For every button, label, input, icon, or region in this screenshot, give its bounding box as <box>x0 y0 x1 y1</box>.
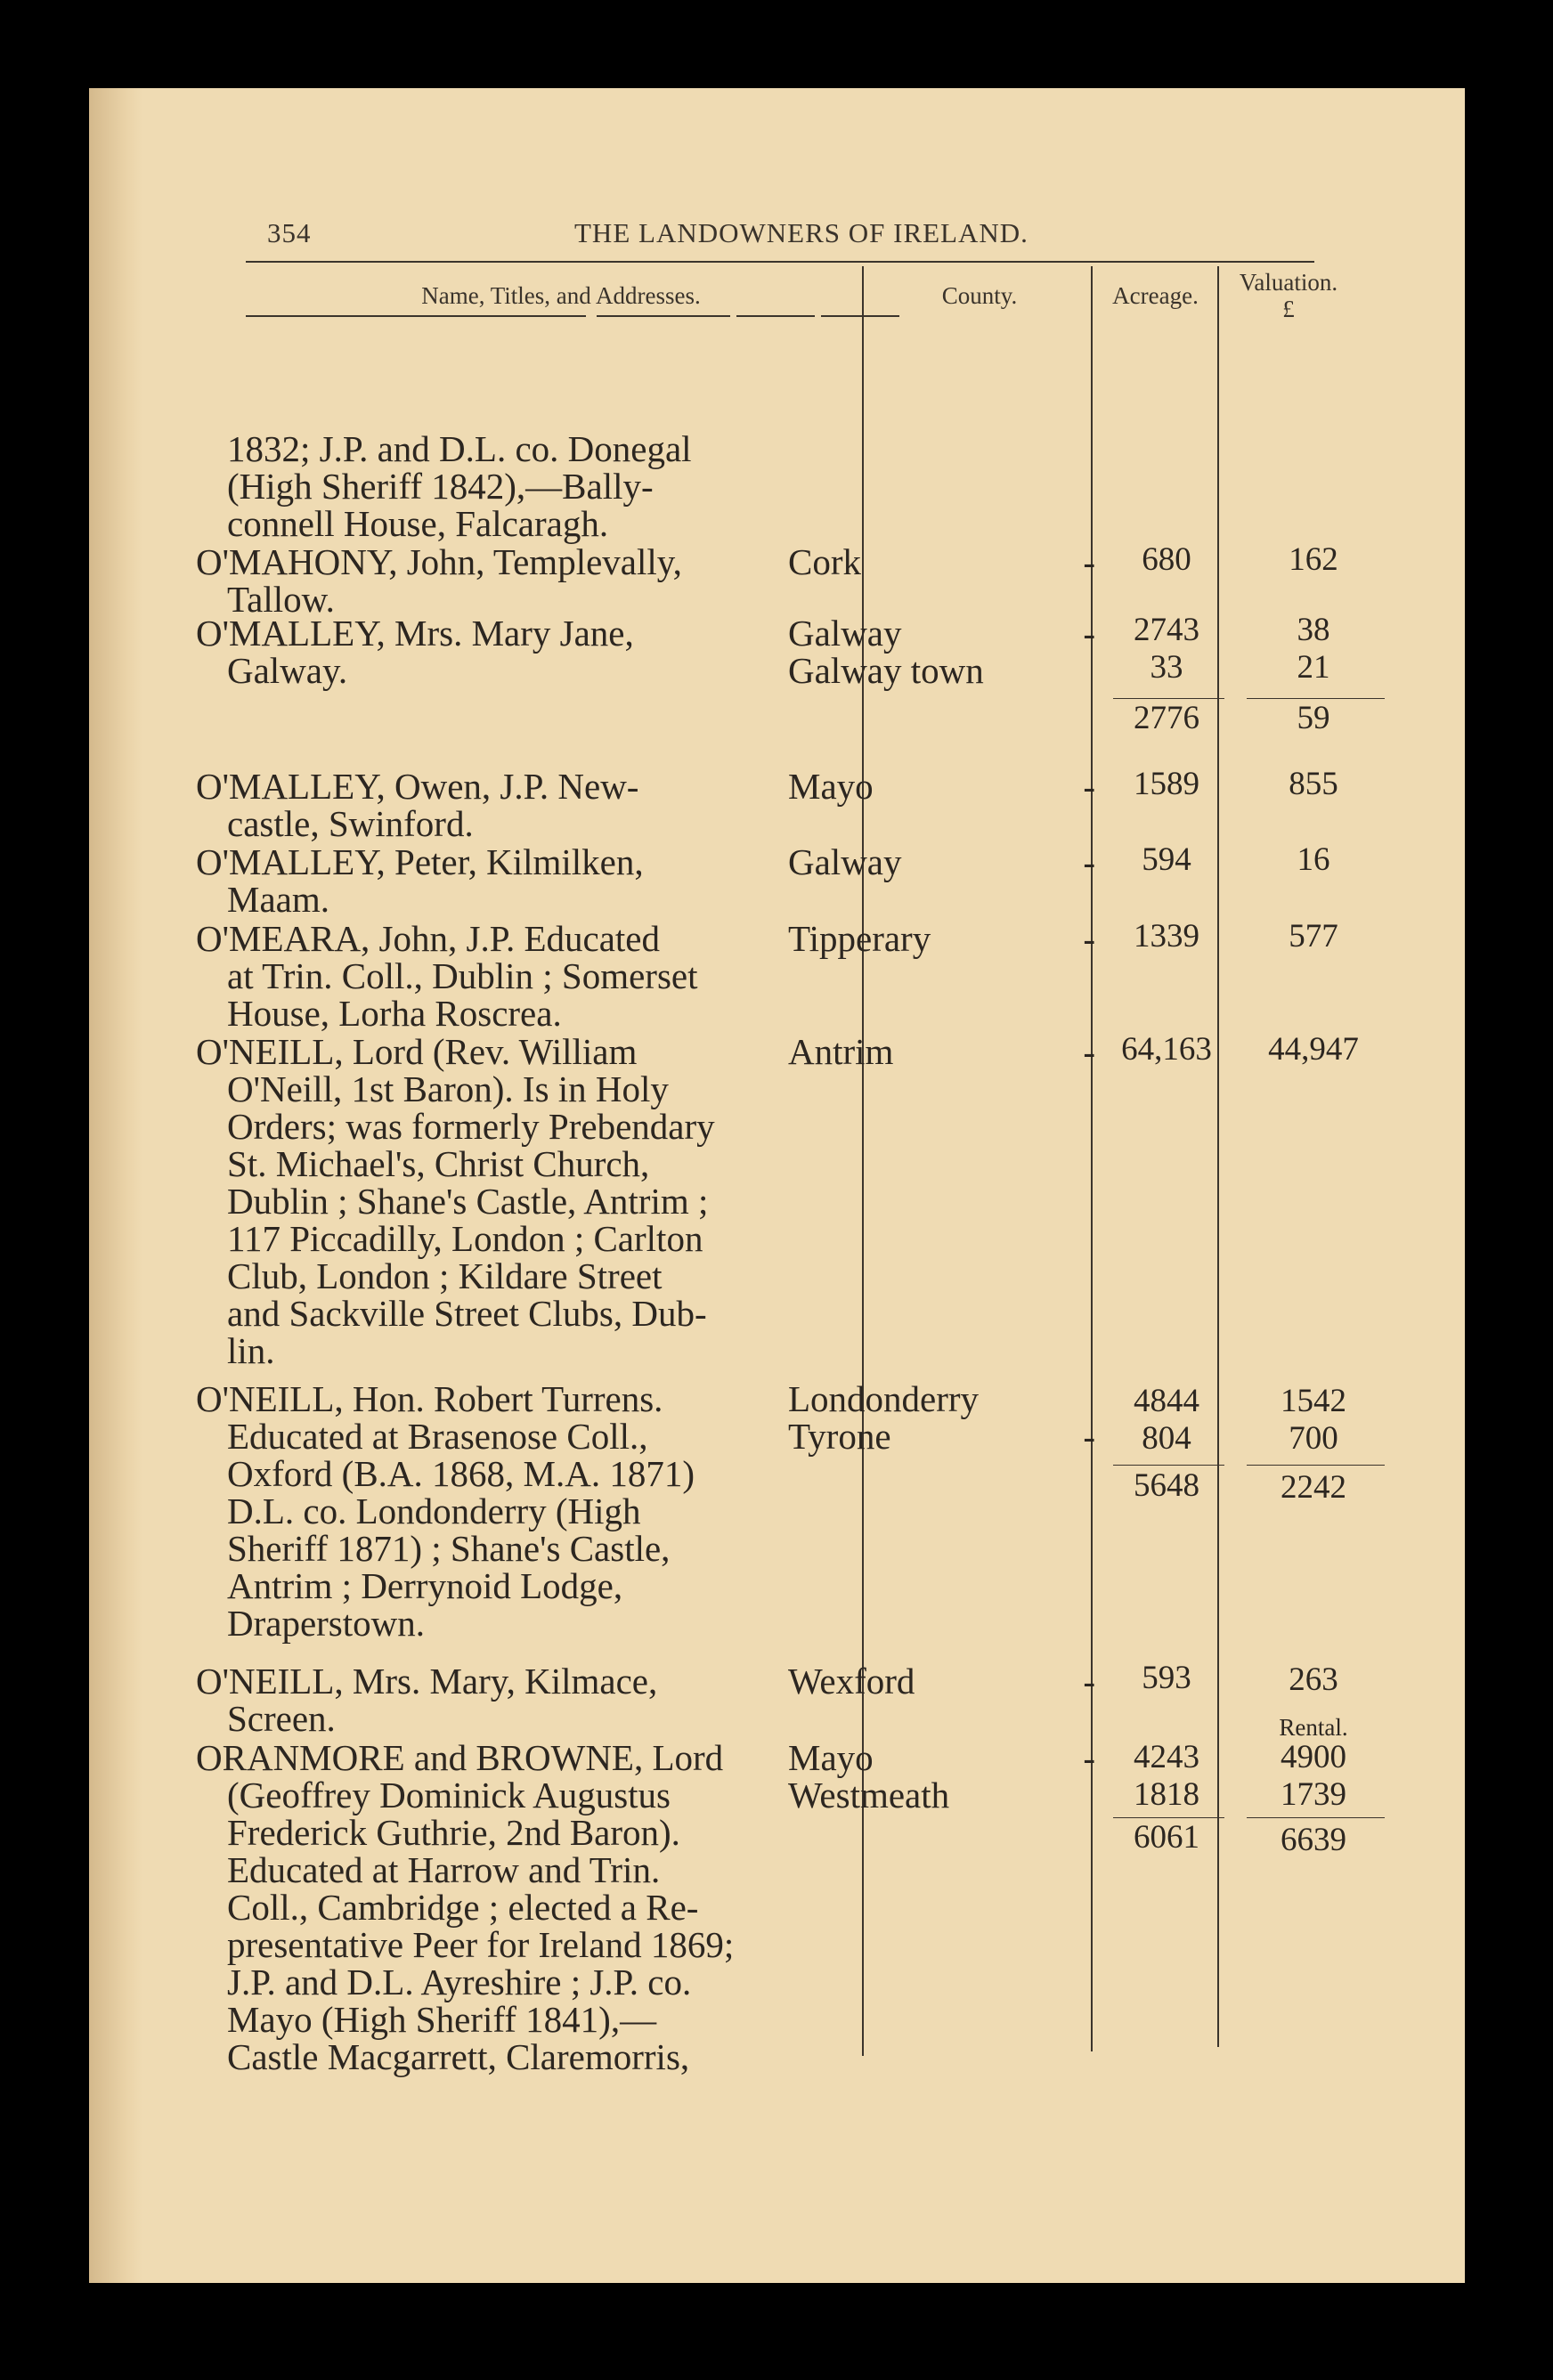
name-line: Galway. <box>227 650 348 691</box>
name-line: (High Sheriff 1842),—Bally- <box>227 466 654 507</box>
acreage-sum-rule <box>1113 698 1224 699</box>
column-header-valuation: Valuation. <box>1239 269 1338 296</box>
entry-name <box>196 614 874 689</box>
entry-name <box>196 1033 874 1369</box>
entry-acreage: 593 <box>1142 1660 1191 1696</box>
name-line: (Geoffrey Dominick Augustus <box>227 1775 671 1815</box>
entry-county <box>788 1380 1095 1455</box>
acreage-value: 2743 <box>1134 612 1199 648</box>
page-number: 354 <box>267 217 312 248</box>
name-line: Mayo (High Sheriff 1841),— <box>227 1999 657 2040</box>
county-name: Londonderry <box>788 1378 980 1419</box>
county-name: Wexford <box>788 1661 915 1702</box>
acreage-value: 1818 <box>1134 1776 1199 1813</box>
name-line: O'Neill, 1st Baron). Is in Holy <box>227 1068 669 1109</box>
county-dash: - <box>1083 541 1095 582</box>
entry-valuation: 855 <box>1289 766 1338 802</box>
county-row <box>788 920 1095 957</box>
county-name: Galway <box>788 613 902 654</box>
entry-name <box>196 1739 874 2075</box>
county-name: Galway town <box>788 650 984 691</box>
running-head: THE LANDOWNERS OF IRELAND. <box>574 217 1029 248</box>
name-line: O'MALLEY, Peter, Kilmilken, <box>196 841 644 882</box>
entry-valuation: 577 <box>1289 918 1338 954</box>
acreage-total: 5648 <box>1134 1467 1199 1504</box>
valuation-note: Rental. <box>1279 1714 1348 1741</box>
entry-name <box>196 1380 874 1642</box>
valuation-value: 21 <box>1297 649 1330 686</box>
valuation-total: 59 <box>1297 700 1330 736</box>
name-line: Orders; was formerly Prebendary <box>227 1106 715 1147</box>
entry-acreage <box>1109 612 1224 686</box>
county-name: Cork <box>788 541 861 582</box>
name-line: Club, London ; Kildare Street <box>227 1255 663 1296</box>
entry-county <box>788 920 1095 957</box>
county-row <box>788 1776 1095 1814</box>
name-line: at Trin. Coll., Dublin ; Somerset <box>227 955 698 996</box>
valuation-value: 1542 <box>1281 1383 1346 1419</box>
name-line: and Sackville Street Clubs, Dub- <box>227 1293 707 1334</box>
name-line: O'MEARA, John, J.P. Educated <box>196 918 661 959</box>
name-line: O'MAHONY, John, Templevally, <box>196 541 682 582</box>
entry-county <box>788 614 1095 689</box>
county-dash: - <box>1083 766 1095 807</box>
name-line: Dublin ; Shane's Castle, Antrim ; <box>227 1181 709 1222</box>
county-dash: - <box>1083 1661 1095 1702</box>
acreage-value: 804 <box>1142 1420 1191 1457</box>
name-line: Castle Macgarrett, Claremorris, <box>227 2036 690 2077</box>
valuation-sum-rule <box>1247 1817 1385 1818</box>
entry-acreage: 64,163 <box>1121 1031 1212 1068</box>
name-line: O'NEILL, Mrs. Mary, Kilmace, <box>196 1661 658 1702</box>
county-row <box>788 1662 1095 1700</box>
name-line: Maam. <box>227 879 329 920</box>
county-name: Antrim <box>788 1031 894 1072</box>
name-line: O'NEILL, Hon. Robert Turrens. <box>196 1378 663 1419</box>
valuation-value: 1739 <box>1281 1776 1346 1813</box>
name-line: D.L. co. Londonderry (High <box>227 1491 641 1531</box>
acreage-value: 33 <box>1150 649 1183 686</box>
county-dash: - <box>1083 1416 1095 1457</box>
name-line: St. Michael's, Christ Church, <box>227 1143 650 1184</box>
entry-valuation: 162 <box>1289 541 1338 578</box>
name-line: J.P. and D.L. Ayreshire ; J.P. co. <box>227 1962 692 2002</box>
acreage-sum-rule <box>1113 1465 1224 1466</box>
valuation-sum-rule <box>1247 1465 1385 1466</box>
name-line: Oxford (B.A. 1868, M.A. 1871) <box>227 1453 695 1494</box>
acreage-sum-rule <box>1113 1817 1224 1818</box>
county-row <box>788 1739 1095 1776</box>
county-name: Galway <box>788 841 902 882</box>
county-row <box>788 1033 1095 1070</box>
entry-valuation <box>1247 612 1380 686</box>
entry-county <box>788 843 1095 881</box>
entry-acreage: 594 <box>1142 841 1191 878</box>
entry-name-continuation <box>196 430 874 542</box>
entry-acreage: 680 <box>1142 541 1191 578</box>
entry-acreage <box>1109 1739 1224 1814</box>
county-row <box>788 543 1095 581</box>
name-line: presentative Peer for Ireland 1869; <box>227 1924 735 1965</box>
county-row <box>788 652 1095 689</box>
name-line: castle, Swinford. <box>227 803 474 844</box>
county-row <box>788 614 1095 652</box>
entry-valuation: 263 <box>1289 1661 1338 1698</box>
name-line: O'MALLEY, Mrs. Mary Jane, <box>196 613 634 654</box>
name-line: Coll., Cambridge ; elected a Re- <box>227 1887 699 1928</box>
entry-county <box>788 543 1095 581</box>
header-rule-acreage <box>736 315 815 317</box>
acreage-total: 6061 <box>1134 1819 1199 1856</box>
county-dash: - <box>1083 841 1095 882</box>
valuation-value: 4900 <box>1281 1739 1346 1775</box>
county-dash: - <box>1083 918 1095 959</box>
county-row <box>788 1417 1095 1455</box>
county-name: Westmeath <box>788 1775 950 1815</box>
entry-county <box>788 1033 1095 1070</box>
entry-valuation <box>1247 1739 1380 1814</box>
name-line: Draperstown. <box>227 1603 426 1644</box>
county-name: Mayo <box>788 766 874 807</box>
valuation-total: 2242 <box>1281 1469 1346 1506</box>
column-header-county: County. <box>941 282 1018 309</box>
valuation-total: 6639 <box>1281 1822 1346 1858</box>
entry-name <box>196 543 874 618</box>
name-line: Sheriff 1871) ; Shane's Castle, <box>227 1528 671 1569</box>
column-header-name: Name, Titles, and Addresses. <box>421 282 701 309</box>
header-rule-valuation <box>821 315 899 317</box>
entry-name <box>196 1662 874 1737</box>
name-line: lin. <box>227 1330 275 1371</box>
name-line: 117 Piccadilly, London ; Carlton <box>227 1218 703 1259</box>
county-dash: - <box>1083 613 1095 654</box>
name-line: 1832; J.P. and D.L. co. Donegal <box>227 428 692 469</box>
name-line: connell House, Falcaragh. <box>227 503 609 544</box>
name-line: Screen. <box>227 1698 336 1739</box>
name-line: ORANMORE and BROWNE, Lord <box>196 1737 724 1778</box>
valuation-sum-rule <box>1247 698 1385 699</box>
entry-valuation: 44,947 <box>1268 1031 1359 1068</box>
county-name: Mayo <box>788 1737 874 1778</box>
county-row <box>788 768 1095 805</box>
county-dash: - <box>1083 1737 1095 1778</box>
county-name: Tyrone <box>788 1416 891 1457</box>
column-header-valuation-unit: £ <box>1282 296 1295 322</box>
entry-valuation <box>1247 1383 1380 1458</box>
page-gutter-shadow <box>89 88 142 2283</box>
header-rule-name <box>246 315 586 317</box>
acreage-total: 2776 <box>1134 700 1199 736</box>
county-dash: - <box>1083 1031 1095 1072</box>
acreage-value: 4243 <box>1134 1739 1199 1775</box>
name-line: House, Lorha Roscrea. <box>227 993 562 1034</box>
header-rule-county <box>597 315 730 317</box>
entry-valuation: 16 <box>1297 841 1330 878</box>
name-line: Educated at Harrow and Trin. <box>227 1849 661 1890</box>
county-row <box>788 843 1095 881</box>
name-line: O'NEILL, Lord (Rev. William <box>196 1031 638 1072</box>
acreage-value: 4844 <box>1134 1383 1199 1419</box>
entry-county <box>788 1739 1095 1814</box>
entry-acreage: 1339 <box>1134 918 1199 954</box>
name-line: Educated at Brasenose Coll., <box>227 1416 648 1457</box>
entry-name <box>196 768 874 842</box>
valuation-value: 38 <box>1297 612 1330 648</box>
table-top-rule <box>246 261 1314 263</box>
county-row <box>788 1380 1095 1417</box>
entry-acreage <box>1109 1383 1224 1458</box>
name-line: Tallow. <box>227 579 335 620</box>
entry-county <box>788 1662 1095 1700</box>
valuation-value: 700 <box>1289 1420 1338 1457</box>
name-line: Antrim ; Derrynoid Lodge, <box>227 1565 623 1606</box>
entry-acreage: 1589 <box>1134 766 1199 802</box>
column-header-acreage: Acreage. <box>1112 282 1199 309</box>
name-line: Frederick Guthrie, 2nd Baron). <box>227 1812 680 1853</box>
county-name: Tipperary <box>788 918 931 959</box>
entry-name <box>196 843 874 918</box>
entry-county <box>788 768 1095 805</box>
entry-name <box>196 920 874 1032</box>
name-line: O'MALLEY, Owen, J.P. New- <box>196 766 639 807</box>
